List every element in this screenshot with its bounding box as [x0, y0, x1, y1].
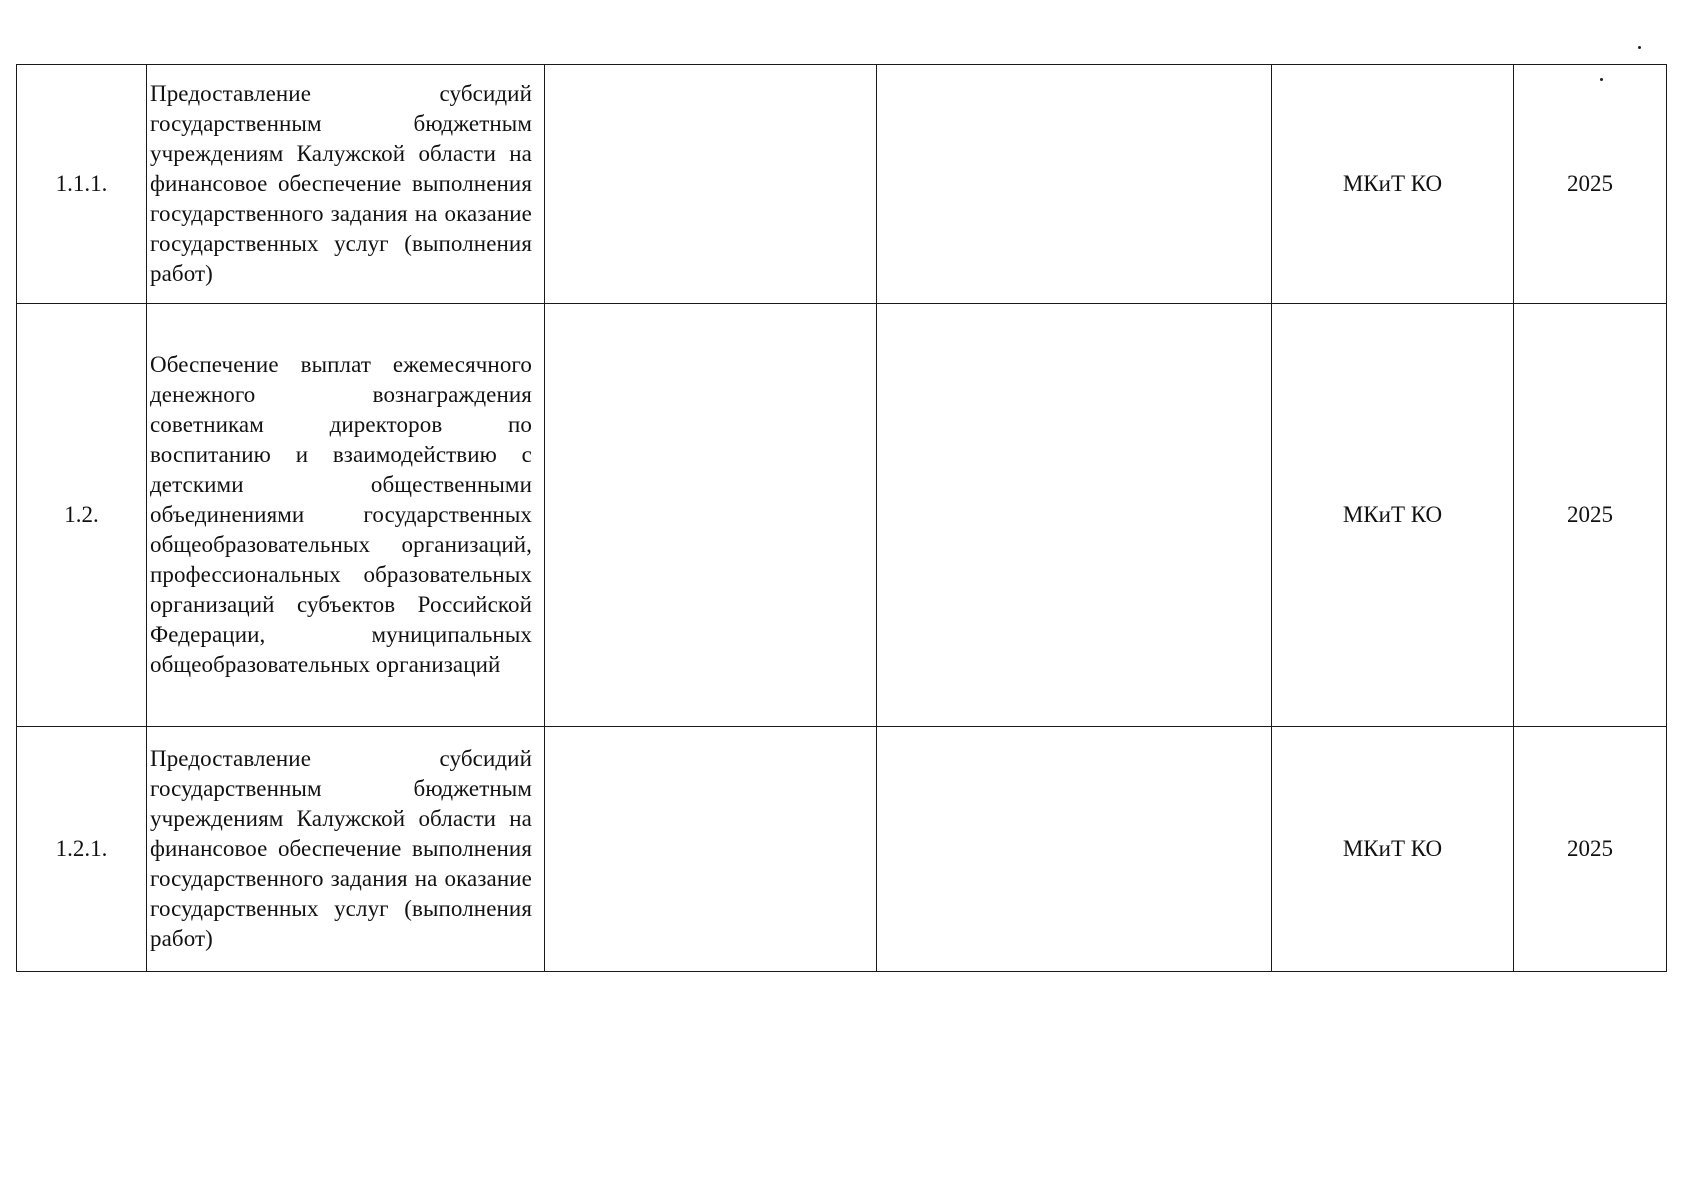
empty-cell: [545, 304, 877, 727]
row-number: 1.2.: [17, 304, 147, 727]
row-description-cell: [147, 727, 545, 972]
empty-cell: [877, 65, 1272, 304]
row-description: Предоставление субсидий государственным бюджетным учреждениям Калужской области на финансовое обеспечение выполнения государственного задания на оказание государственных услуг (выполнения работ): [150, 746, 532, 951]
row-number: 1.1.1.: [17, 65, 147, 304]
row-executor: МКиТ КО: [1272, 727, 1514, 972]
activities-table: [16, 64, 1667, 972]
row-description-cell: [147, 304, 545, 727]
row-description-cell: [147, 65, 545, 304]
table-row: [17, 304, 1667, 727]
table-row: [17, 727, 1667, 972]
empty-cell: [877, 727, 1272, 972]
row-description: Предоставление субсидий государственным бюджетным учреждениям Калужской области на финансовое обеспечение выполнения государственного задания на оказание государственных услуг (выполнения работ): [150, 81, 532, 286]
row-year: 2025: [1514, 304, 1667, 727]
row-year: 2025: [1514, 65, 1667, 304]
empty-cell: [545, 727, 877, 972]
row-executor: МКиТ КО: [1272, 304, 1514, 727]
empty-cell: [545, 65, 877, 304]
row-executor: МКиТ КО: [1272, 65, 1514, 304]
row-description: Обеспечение выплат ежемесячного денежного вознаграждения советникам директоров по воспитанию и взаимодействию с детскими общественными объединениями государственных общеобразовательных организаций, профессиональных образовательных организаций субъектов Российской Федерации, муниципальных общеобразовательных организаций: [150, 352, 532, 677]
row-number: 1.2.1.: [17, 727, 147, 972]
scan-speck: [1638, 46, 1641, 49]
table-row: [17, 65, 1667, 304]
empty-cell: [877, 304, 1272, 727]
row-year: 2025: [1514, 727, 1667, 972]
